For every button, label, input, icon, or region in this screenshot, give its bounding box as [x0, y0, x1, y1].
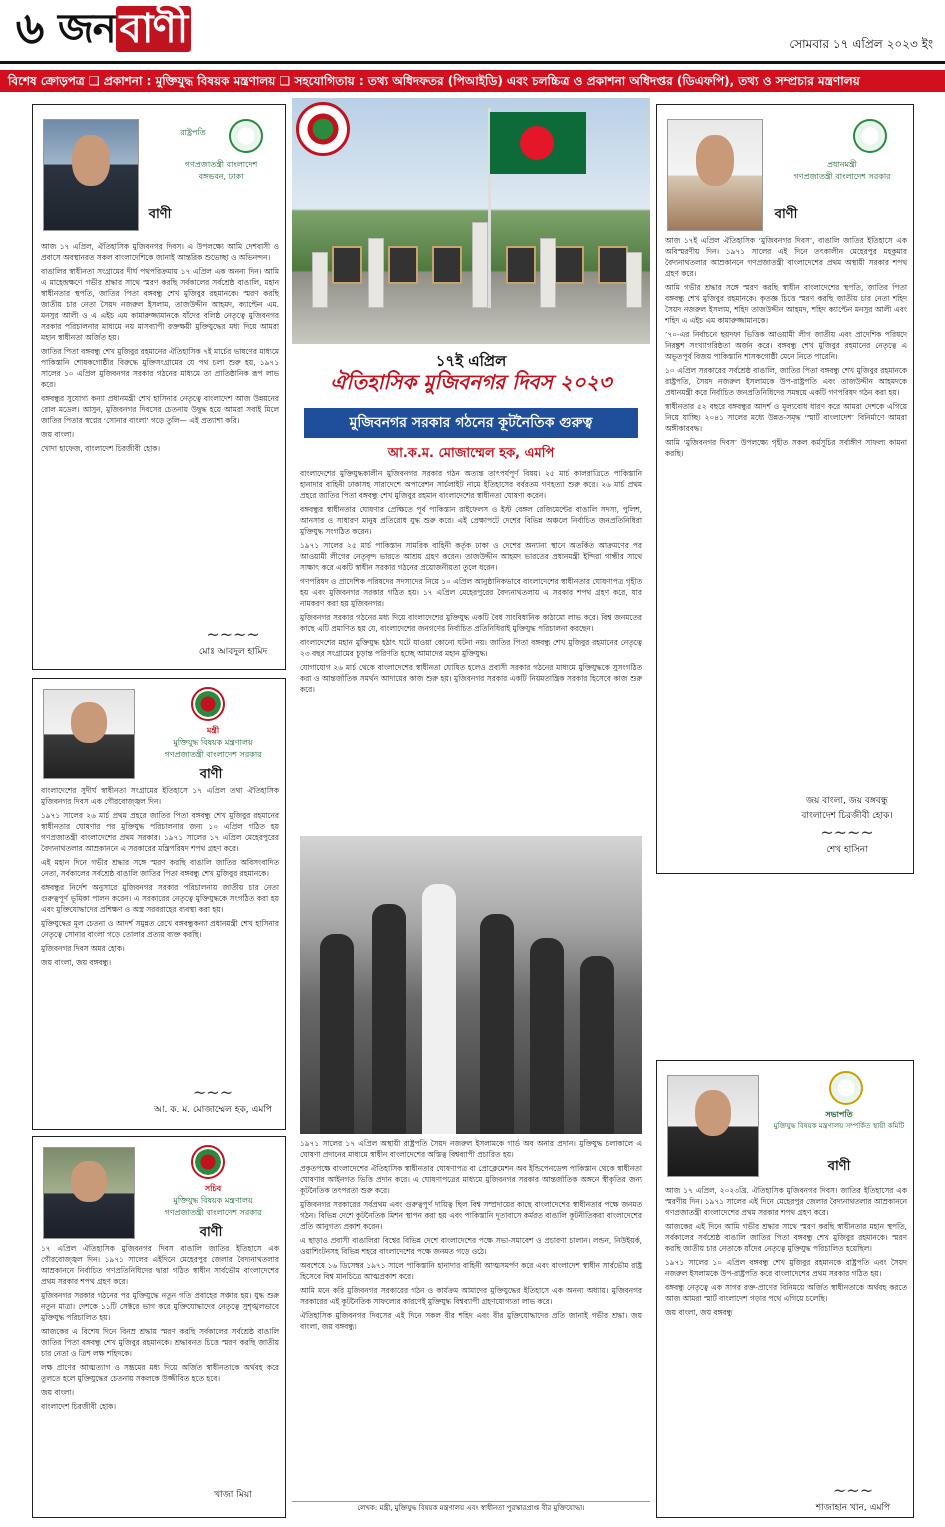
portrait-frame [506, 246, 536, 284]
author-footnote: লেখক: মন্ত্রী, মুক্তিযুদ্ধ বিষয়ক মন্ত্রণালয় এবং স্বাধীনতা পুরস্কারপ্রাপ্ত বীর মুক্তিযোদ্ধা। [292, 1501, 650, 1515]
paragraph: ১৯৭১ সালের ১০ এপ্রিল বঙ্গবন্ধু শেখ মুজিবুর রহমানকে রাষ্ট্রপতি এবং সৈয়দ নজরুল ইসলামকে উপ-রাষ্ট্রপতি করে বাংলাদেশের প্রথম সরকার গঠিত হয়। [665, 1258, 907, 1278]
committee-name: মুক্তিযুদ্ধ বিষয়ক মন্ত্রণালয় সম্পর্কিত স্থায়ী কমিটি [773, 1122, 905, 1130]
newspaper-logo[interactable] [58, 6, 191, 52]
committee-title: সভাপতি [825, 1110, 853, 1119]
paragraph: ঐতিহাসিক মুজিবনগর দিবসের এই দিনে সকল বীর শহিদ এবং বীর মুক্তিযোদ্ধাদের প্রতি জানাই গভীর শ্রদ্ধা। জয় বাংলা, জয় বঙ্গবন্ধু। [300, 1311, 642, 1331]
minister-message-heading: বাণী [199, 767, 223, 782]
minister-message-box [32, 678, 286, 1130]
paragraph: আজ ১৭ এপ্রিল, ঐতিহাসিক মুজিবনগর দিবস। এ উপলক্ষ্যে আমি দেশবাসী ও প্রবাসে অবস্থানরত সকল বাংলাদেশিকে জানাই আন্তরিক শুভেচ্ছা ও অভিনন্দন। [41, 242, 279, 262]
secretary-signature-block [183, 1487, 283, 1502]
paragraph: বাঙালির স্বাধীনতা সংগ্রামের দীর্ঘ পথপরিক্রমায় ১৭ এপ্রিল এক অনন্য দিন। আমি এ মাহেন্দ্রক্ষণে গভীর শ্রদ্ধার সাথে স্মরণ করছি সর্বকালের সর্বশ্রেষ্ঠ বাঙালি, মহান স্বাধীনতার স্থপতি, জাতির পিতা বঙ্গবন্ধু শেখ মুজিবুর রহমানকে। স্মরণ করছি জাতীয় চার নেতা সৈয়দ নজরুল ইসলাম, তাজউদ্দীন আহমদ, ক্যাপ্টেন এম. মনসুর আলী ও এ এইচ এম কামারুজ্জামানকে যাঁদের বলিষ্ঠ নেতৃত্বে মুজিবনগর সরকার পরিচালনার মাধ্যমে নয় মাসব্যাপী রক্তক্ষয়ী মুক্তিযুদ্ধের মধ্য দিয়ে আমরা মহান স্বাধীনতা অর্জিত হয়। [41, 267, 279, 342]
paragraph: বঙ্গবন্ধুর স্বাধীনতার ঘোষণার প্রেক্ষিতে পূর্ব পাকিস্তান রাইফেলস ও ইস্ট বেঙ্গল রেজিমেন্টের বাঙালি সদস্য, পুলিশ, আনসার ও সাধারণ মানুষ প্রতিরোধ যুদ্ধ শুরু করে। এই প্রেক্ষাপটে দেশের বিভিন্ন অঞ্চলে নির্বাচিত জনপ্রতিনিধিরা মুক্তিযুদ্ধ সংগঠিত করেন। [300, 505, 642, 536]
photo-caption: ১৯৭১ সালের ১৭ এপ্রিল অস্থায়ী রাষ্ট্রপতি সৈয়দ নজরুল ইসলামকে গার্ড অব অনার প্রদান। মুক্তিযুদ্ধ চলাকালে এ ঘোষণা প্রদানের মাধ্যমে স্বাধীন বাংলাদেশের অস্তিত্ব বিশ্বব্যাপী প্রচারিত হয়। [300, 1139, 642, 1159]
feature-subtitle: মুজিবনগর সরকার গঠনের কূটনৈতিক গুরুত্ব [304, 408, 638, 438]
feature-date-title: ১৭ই এপ্রিল [435, 352, 507, 370]
paragraph: মুজিবনগর সরকার গঠনের মধ্য দিয়ে বাংলাদেশের মুক্তিযুদ্ধ একটি বৈধ সাংবিধানিক কাঠামো লাভ করে। বিশ্ব জনমতের কাছে এটি প্রমাণিত হয় যে, বাংলাদেশের জনগণের নির্বাচিত প্রতিনিধিরাই মুক্তিযুদ্ধ পরিচালনা করছেন। [300, 613, 642, 633]
logo-suffix: বাণী [116, 6, 192, 52]
signature-mark: ~~~ [192, 1083, 234, 1102]
portrait-frame [598, 246, 628, 284]
paragraph: আমি গভীর শ্রদ্ধার সঙ্গে স্মরণ করছি স্বাধীন বাংলাদেশের স্থপতি, জাতির পিতা বঙ্গবন্ধু শেখ মুজিবুর রহমানকে। কৃতজ্ঞ চিত্তে স্মরণ করছি জাতীয় চার নেতা শহিদ সৈয়দ নজরুল ইসলাম, শহিদ তাজউদ্দীন আহমদ, শহিদ ক্যাপ্টেন মনসুর আলী এবং শহিদ এ এইচ এম কামারুজ্জামানকে। [665, 283, 907, 325]
portrait-frame [554, 246, 584, 284]
paragraph: বঙ্গবন্ধুর সুযোগ্য কন্যা প্রধানমন্ত্রী শেখ হাসিনার নেতৃত্বে বাংলাদেশ আজ উন্নয়নের রোল মডেল। আসুন, মুজিবনগর দিবসের চেতনায় উদ্বুদ্ধ হয়ে আমরা সবাই মিলে জাতির পিতার স্বপ্নের ‘সোনার বাংলা’ গড়ে তুলি— এই প্রত্যাশা করি। [41, 394, 279, 425]
minister-message-body [33, 785, 286, 971]
secretary-ministry: মুক্তিযুদ্ধ বিষয়ক মন্ত্রণালয় [173, 1196, 253, 1205]
paragraph: আজকের এ বিশেষ দিনে বিনম্র শ্রদ্ধায় স্মরণ করছি সর্বকালের সর্বশ্রেষ্ঠ বাঙালি জাতির পিতা বঙ্গবন্ধু শেখ মুজিবুর রহমানকে। শ্রদ্ধাবনত চিত্তে স্মরণ করছি জাতীয় চার নেতা ও ত্রিশ লক্ষ শহিদকে। [41, 1327, 279, 1358]
paragraph: মুজিবনগর দিবস অমর হোক। [41, 944, 125, 953]
president-signature-block [183, 625, 283, 659]
logo-prefix: জন [58, 6, 116, 52]
paragraph: মুজিবনগর সরকারের সর্বপ্রথম এবং গুরুত্বপূর্ণ দায়িত্ব ছিল বিশ্ব সম্প্রদায়ের কাছে বাংলাদেশের স্বাধীনতার পক্ষে জনমত গঠন। বিভিন্ন দেশে কূটনৈতিক মিশন স্থাপন করা হয় এবং পাকিস্তানি দূতাবাসে কর্মরত বাঙালি কূটনীতিকরা বাংলাদেশের প্রতি আনুগত্য প্রকাশ করেন। [300, 1200, 642, 1231]
president-message-body [33, 241, 286, 457]
paragraph: জাতির পিতা বঙ্গবন্ধু শেখ মুজিবুর রহমানের ঐতিহাসিক ৭ই মার্চের ভাষণের মাধ্যমে পাকিস্তানি শোষকগোষ্ঠীর বিরুদ্ধে মুক্তিসংগ্রামের যে পথ চলা শুরু হয়, ১৯৭১ সালের ১০ এপ্রিল মুজিবনগর সরকার গঠনের মাধ্যমে তা প্রাতিষ্ঠানিক রূপ লাভ করে। [41, 347, 279, 389]
paragraph: মুক্তিযুদ্ধের মূল চেতনা ও আদর্শ সমুন্নত রেখে বঙ্গবন্ধুকন্যা প্রধানমন্ত্রী শেখ হাসিনার নেতৃত্বে সোনার বাংলা গড়ে তোলার প্রত্যয় ব্যক্ত করছি। [41, 919, 279, 939]
memorial-photo [292, 98, 650, 344]
paragraph: আজকের এই দিনে আমি গভীর শ্রদ্ধার সাথে স্মরণ করছি স্বাধীনতার মহান স্থপতি, সর্বকালের সর্বশ্রেষ্ঠ বাঙালি জাতির পিতা বঙ্গবন্ধু শেখ মুজিবুর রহমানকে। স্মরণ করছি জাতীয় চার নেতাকে যাঁদের নেতৃত্বে মুক্তিযুদ্ধ পরিচালিত হয়েছিল। [665, 1222, 907, 1253]
committee-message-body [657, 1185, 914, 1321]
committee-signature-block [797, 1481, 909, 1515]
secretary-message-box [32, 1136, 286, 1518]
paragraph: বাংলাদেশের মহান মুক্তিযুদ্ধ হঠাৎ ঘটে যাওয়া কোনো ঘটনা নয়। জাতির পিতা বঙ্গবন্ধু শেখ মুজিবুর রহমানের নেতৃত্বে ২৩ বছর সংগ্রামের চূড়ান্ত পরিণতি হচ্ছে আমাদের মহান মুক্তিযুদ্ধ। [300, 638, 642, 658]
president-title: রাষ্ট্রপতি [180, 128, 206, 137]
committee-emblem-icon [829, 1071, 863, 1105]
paragraph: বঙ্গবন্ধু নেতৃত্বে এক সাগর রক্ত-প্রাণের বিনিময়ে অর্জিত স্বাধীনতাকে অর্থবহ করতে আজ আমরা স্মার্ট বাংলাদেশ গড়ার পথে এগিয়ে চলেছি। [665, 1283, 907, 1303]
paragraph: গণপরিষদ ও প্রাদেশিক পরিষদের সদস্যদের নিয়ে ১০ এপ্রিল আনুষ্ঠানিকভাবে বাংলাদেশের স্বাধীনতার ঘোষণাপত্র গৃহীত হয় এবং মুজিবনগর সরকার গঠিত হয়। ১৭ এপ্রিল মেহেরপুরের বৈদ্যনাথতলায় এ সরকার শপথ গ্রহণ করে, যার নামকরণ করা হয় মুজিবনগর। [300, 577, 642, 608]
feature-body-part1 [292, 468, 650, 698]
government-seal-icon [191, 687, 225, 721]
paragraph: মুজিবনগর সরকার গঠনের পর মুক্তিযুদ্ধে নতুন গতি প্রবাহের সঞ্চার হয়। যুদ্ধ শুরু নতুন মাত্রা। দেশকে ১১টি সেক্টরে ভাগ করে মুক্তিযোদ্ধাদের নেতৃত্বে সুশৃঙ্খলভাবে মুক্তিযুদ্ধ পরিচালিত হয়। [41, 1291, 279, 1322]
pm-title: প্রধানমন্ত্রী [827, 160, 857, 169]
issue-date: সোমবার ১৭ এপ্রিল ২০২৩ ইং [789, 37, 933, 51]
paragraph: বাংলাদেশ চিরজীবী হোক। [41, 1402, 116, 1411]
secretary-org: গণপ্রজাতন্ত্রী বাংলাদেশ সরকার [164, 1208, 262, 1217]
memorial-pillar [472, 222, 488, 308]
masthead [0, 0, 945, 64]
feature-body-part2 [292, 1138, 650, 1335]
portrait-frame [432, 246, 462, 284]
paragraph: প্রকৃতপক্ষে বাংলাদেশের ঐতিহাসিক স্বাধীনতার ঘোষণাপত্র বা প্রোক্লেমেশন অব ইন্ডিপেনডেন্স পাকিস্তান থেকে স্বাধীনতা ঘোষণার আইনগত ভিত্তি প্রদান করে। এ ঘোষণাপত্রের মাধ্যমে মুজিবনগর সরকার আন্তর্জাতিক অঙ্গনে স্বীকৃতির জন্য কূটনৈতিক তৎপরতা শুরু করে। [300, 1164, 642, 1195]
paragraph: বাংলাদেশের মুক্তিযুদ্ধকালীন মুজিবনগর সরকার গঠন অত্যন্ত তাৎপর্যপূর্ণ বিষয়। ২৫ মার্চ কালরাত্রিতে পাকিস্তানি হানাদার বাহিনী ঢাকাসহ সারাদেশে অপারেশন সার্চলাইট নামে ইতিহাসের বর্বরতম গণহত্যা শুরু করে। ২৬ মার্চ প্রথম প্রহরে জাতির পিতা বঙ্গবন্ধু শেখ মুজিবুর রহমান বাংলাদেশের স্বাধীনতা ঘোষণা করেন। [300, 469, 643, 500]
paragraph: ’৭০-এর নির্বাচনে ছয়দফা ভিত্তিক আওয়ামী লীগ জাতীয় এবং প্রাদেশিক পরিষদে নিরঙ্কুশ সংখ্যাগরিষ্ঠতা অর্জন করে। বঙ্গবন্ধু শেখ মুজিবুর রহমানের নেতৃত্বে এ অভূতপূর্ব বিজয় পাকিস্তানি শাসকগোষ্ঠী মেনে নিতে পারেনি। [665, 330, 907, 361]
minister-ministry: মুক্তিযুদ্ধ বিষয়ক মন্ত্রণালয় [173, 738, 253, 747]
presidential-emblem-icon [229, 119, 263, 153]
secretary-message-body [33, 1243, 286, 1415]
memorial-pillar [312, 252, 328, 308]
pm-org: গণপ্রজাতন্ত্রী বাংলাদেশ সরকার [793, 172, 891, 181]
president-org: গণপ্রজাতন্ত্রী বাংলাদেশ [184, 160, 258, 169]
figure [480, 914, 514, 1134]
signature-mark: ~~~ [832, 1481, 874, 1500]
paragraph: বঙ্গবন্ধুর নির্দেশ অনুসারে মুজিবনগর সরকার পরিচালনায় জাতীয় চার নেতা গুরুত্বপূর্ণ ভূমিকা পালন করেন। এ সরকারের নেতৃত্বে মুক্তিযুদ্ধকে সংগঠিত করা হয় এবং মুক্তিযোদ্ধাদের প্রশিক্ষণ ও অস্ত্র সরবরাহের ব্যবস্থা করা হয়। [41, 883, 279, 914]
pm-closing-2: বাংলাদেশ চিরজীবী হোক। [801, 811, 893, 821]
portrait-frame [332, 246, 362, 284]
government-seal-icon [296, 102, 350, 156]
paragraph: এই মহান দিনে গভীর শ্রদ্ধার সঙ্গে স্মরণ করছি বাঙালি জাতির অবিসংবাদিত নেতা, সর্বকালের সর্বশ্রেষ্ঠ বাঙালি জাতির পিতা বঙ্গবন্ধু শেখ মুজিবুর রহমানকে। [41, 858, 279, 878]
feature-main-title: ঐতিহাসিক মুজিবনগর দিবস ২০২৩ [330, 370, 612, 394]
committee-chair-portrait [667, 1075, 759, 1177]
portrait-frame [388, 246, 418, 284]
figure [422, 884, 456, 1134]
guard-of-honour-photo [300, 836, 642, 1134]
figure [580, 956, 614, 1134]
pm-message-body [657, 235, 914, 462]
committee-message-heading: বাণী [827, 1159, 851, 1174]
pm-closing-1: জয় বাংলা, জয় বঙ্গবন্ধু [805, 796, 889, 806]
minister-org: গণপ্রজাতন্ত্রী বাংলাদেশ সরকার [164, 750, 262, 759]
memorial-pillar [540, 238, 556, 308]
feature-byline: আ.ক.ম. মোজাম্মেল হক, এমপি [387, 446, 555, 461]
memorial-pillar [368, 238, 384, 308]
page-number: ৬ [15, 3, 45, 54]
secretary-portrait [43, 1147, 135, 1239]
paragraph: জয় বাংলা, জয় বঙ্গবন্ধু [665, 1308, 733, 1317]
memorial-pillar [626, 252, 642, 308]
feature-article [292, 98, 650, 1515]
minister-portrait [43, 689, 135, 779]
paragraph: ১০ এপ্রিল সরকারের সর্বশ্রেষ্ঠ বাঙালি, জাতির পিতা বঙ্গবন্ধু শেখ মুজিবুর রহমানকে রাষ্ট্রপতি, সৈয়দ নজরুল ইসলামকে উপ-রাষ্ট্রপতি এবং তাজউদ্দীন আহমদকে প্রধানমন্ত্রী করে নির্বাচিত জনপ্রতিনিধিদের সমন্বয়ে একটি গণপরিষদ গঠন করা হয়। [665, 366, 907, 397]
signature-mark: ~~~~ [820, 823, 874, 842]
paragraph: লক্ষ প্রাণের আত্মত্যাগ ও সম্ভ্রমের মধ্য দিয়ে অর্জিত স্বাধীনতাকে অর্থবহ করে তুলতে হলে মুক্তিযুদ্ধের চেতনায় সকলকে উজ্জীবিত হতে হবে। [41, 1363, 279, 1383]
paragraph: স্বাধীনতার ৫২ বছরে বঙ্গবন্ধুর আদর্শ ও মূল্যবোধ ধারণ করে আমরা দেশকে এগিয়ে নিয়ে যাচ্ছি। ২০৪১ সালের মধ্যে উন্নত-সমৃদ্ধ ‘স্মার্ট বাংলাদেশ’ বিনির্মাণে আমরা অঙ্গীকারবদ্ধ। [665, 402, 907, 433]
paragraph: অবশেষে ১৬ ডিসেম্বর ১৯৭১ সালে পাকিস্তানি হানাদার বাহিনী আত্মসমর্পণ করে এবং বাংলাদেশ স্বাধীন সার্বভৌম রাষ্ট্র হিসেবে বিশ্ব মানচিত্রে আত্মপ্রকাশ করে। [300, 1261, 642, 1281]
minister-title: মন্ত্রী [206, 726, 220, 735]
paragraph: যোগাযোগ ২৬ মার্চ থেকে বাংলাদেশের স্বাধীনতা ঘোষিত হলেও প্রবাসী সরকার গঠনের মাধ্যমে মুক্তিযুদ্ধকে সুসংগঠিত করা ও আন্তর্জাতিক সমর্থন আদায়ের কাজ শুরু হয়। মুজিবনগর সরকার একটি নিয়মতান্ত্রিক সরকার হিসেবে কাজ শুরু করে। [300, 663, 642, 694]
bangladesh-flag-icon [490, 112, 586, 174]
committee-message-box [656, 1060, 914, 1518]
paragraph: জয় বাংলা। [41, 430, 75, 439]
paragraph: আজ ১৭ এপ্রিল, ২০২৩খ্রি. ঐতিহাসিক মুজিবনগর দিবস। জাতির ইতিহাসের এক স্মরণীয় দিন। ১৯৭১ সালের এই দিনে মেহেরপুর জেলার বৈদ্যনাথতলার আম্রকাননে গণপ্রজাতন্ত্রী বাংলাদেশের প্রথম সরকার শপথ গ্রহণ করে। [665, 1186, 907, 1217]
secretary-name: খাজা মিয়া [214, 1490, 252, 1500]
pm-message-heading: বাণী [774, 207, 798, 222]
paragraph: খোদা হাফেজ, বাংলাদেশ চিরজীবী হোক। [41, 444, 161, 453]
secretary-message-heading: বাণী [199, 1225, 223, 1240]
president-office: বঙ্গভবন, ঢাকা [198, 172, 244, 181]
signature-mark: ~~~~ [206, 625, 260, 644]
paragraph: জয় বাংলা। [41, 1388, 75, 1397]
figure [320, 934, 354, 1134]
paragraph: আজ ১৭ই এপ্রিল ঐতিহাসিক ‘মুজিবনগর দিবস’, বাঙালি জাতির ইতিহাসে এক অবিস্মরণীয় দিন। ১৯৭১ সালের এই দিনে তৎকালীন মেহেরপুর মহকুমার বৈদ্যনাথতলার আম্রকাননে গণপ্রজাতন্ত্রী বাংলাদেশের প্রথম অস্থায়ী সরকার শপথ গ্রহণ করে। [665, 236, 907, 278]
supplement-banner: বিশেষ ক্রোড়পত্র ❑ প্রকাশনা : মুক্তিযুদ্ধ বিষয়ক মন্ত্রণালয় ❑ সহযোগিতায় : তথ্য অধিদফতর (পিআইডি) এবং চলচ্চিত্র ও প্রকাশনা অধিদপ্তর (ডিএফপি), তথ্য ও সম্প্রচার মন্ত্রণালয় [0, 70, 945, 92]
pm-name: শেখ হাসিনা [826, 845, 868, 855]
paragraph: ১৭ এপ্রিল ঐতিহাসিক মুজিবনগর দিবস বাঙালি জাতির ইতিহাসে এক গৌরবোজ্জ্বল দিন। ১৯৭১ সালের এইদিনে মেহেরপুর জেলার বৈদ্যনাথতলার আম্রকাননে নির্বাচিত গণপ্রতিনিধিদের দ্বারা গঠিত স্বাধীন সার্বভৌম বাংলাদেশের প্রথম সরকার শপথ গ্রহণ করে। [41, 1244, 279, 1286]
pm-signature-block [787, 793, 907, 857]
paragraph: ১৯৭১ সালের ২৬ মার্চ প্রথম প্রহরে জাতির পিতা বঙ্গবন্ধু শেখ মুজিবুর রহমানের স্বাধীনতার ঘোষণার পর মুক্তিযুদ্ধ পরিচালনার জন্য ১০ এপ্রিল গঠিত হয় গণপ্রজাতন্ত্রী বাংলাদেশের প্রথম সরকার। ১৯৭১ সালের ১৭ এপ্রিল মেহেরপুরের বৈদ্যনাথতলার আম্রকাননে এ সরকারের মন্ত্রিপরিষদ শপথ গ্রহণ করে। [41, 811, 279, 853]
paragraph: এ ছাড়াও প্রবাসী বাঙালিরা বিশ্বের বিভিন্ন দেশে বাংলাদেশের পক্ষে সভা-সমাবেশ ও প্রচারণা চালান। লন্ডন, নিউইয়র্ক, ওয়াশিংটনসহ বিভিন্ন শহরে বাংলাদেশের পক্ষে জনমত গড়ে ওঠে। [300, 1236, 642, 1256]
pm-emblem-icon [853, 119, 887, 153]
figure [530, 938, 564, 1134]
paragraph: জয় বাংলা, জয় বঙ্গবন্ধু। [41, 958, 112, 967]
paragraph: বাংলাদেশের সুদীর্ঘ স্বাধীনতা সংগ্রামের ইতিহাসে ১৭ এপ্রিল তথা ঐতিহাসিক মুজিবনগর দিবস এক গৌরবোজ্জ্বল দিন। [41, 786, 279, 806]
government-seal-icon [191, 1145, 225, 1179]
committee-chair-name: শাজাহান খান, এমপি [815, 1503, 891, 1513]
paragraph: আমি ‘মুজিবনগর দিবস’ উপলক্ষ্যে গৃহীত সকল কর্মসূচির সর্বাঙ্গীণ সাফল্য কামনা করছি। [665, 438, 907, 458]
paragraph: আমি মনে করি মুজিবনগর সরকারের গঠন ও কার্যক্রম আমাদের মুক্তিযুদ্ধের ইতিহাসে এক অনন্য অধ্যায়। মুজিবনগর সরকারের এই কূটনৈতিক সাফল্যের কারণেই মুক্তিযুদ্ধ বিশ্বব্যাপী গ্রহণযোগ্যতা লাভ করে। [300, 1286, 642, 1306]
president-message-heading: বাণী [148, 207, 172, 222]
paragraph: ১৯৭১ সালের ২৫ মার্চ পাকিস্তান সামরিক বাহিনী কর্তৃক ঢাকা ও দেশের অন্যান্য স্থানে অতর্কিত আক্রমণের পর আওয়ামী লীগের নেতৃবৃন্দ ভারতে আশ্রয় গ্রহণ করেন। তাজউদ্দীন আহমদ ভারতের প্রধানমন্ত্রী ইন্দিরা গান্ধীর সাথে সাক্ষাৎ করে একটি স্বাধীন সরকার গঠনের প্রয়োজনীয়তা তুলে ধরেন। [300, 541, 642, 572]
president-name: মোঃ আবদুল হামিদ [198, 647, 268, 657]
minister-name: আ. ক. ম. মোজাম্মেল হক, এমপি [153, 1105, 273, 1115]
figure [372, 904, 406, 1134]
minister-signature-block [143, 1083, 283, 1117]
pm-message-box [656, 104, 914, 874]
president-message-box [32, 104, 286, 670]
secretary-title: সচিব [204, 1184, 222, 1193]
